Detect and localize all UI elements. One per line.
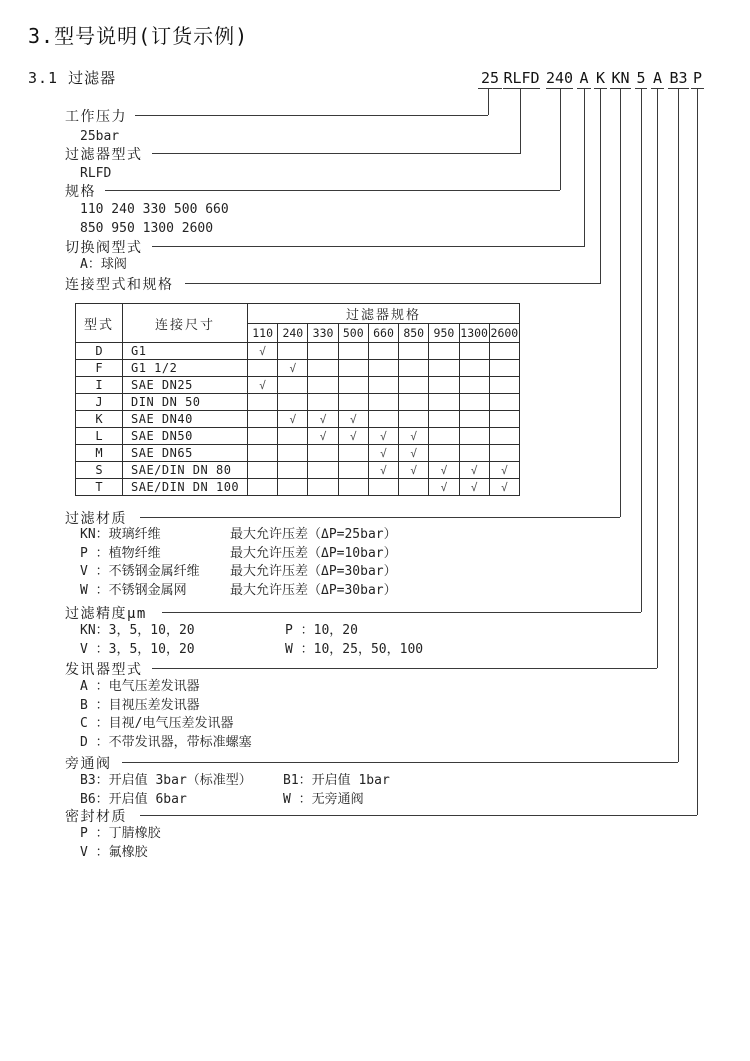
- leader-line: [678, 89, 679, 762]
- cell-check: [399, 360, 429, 377]
- cell-check: [399, 377, 429, 394]
- leader-line: [140, 517, 620, 518]
- cell-check: [368, 360, 398, 377]
- leader-line: [140, 815, 697, 816]
- leader-line: [697, 89, 698, 815]
- table-row: [76, 445, 520, 462]
- cell-check: [308, 360, 338, 377]
- leader-line: [620, 89, 621, 517]
- cell-check: √: [399, 462, 429, 479]
- cell-check: [399, 394, 429, 411]
- cell-check: [459, 377, 489, 394]
- leader-line: [105, 190, 560, 191]
- section-subtitle: 3.1 过滤器: [28, 69, 117, 87]
- leader-line: [152, 153, 521, 154]
- seal-material-list: [80, 825, 161, 862]
- col-header-size: 2600: [489, 324, 519, 343]
- cell-type: F: [76, 360, 123, 377]
- code-segment-bypass: B3: [669, 69, 688, 87]
- label-seal-material: 密封材质: [65, 806, 133, 826]
- cell-check: [459, 428, 489, 445]
- cell-check: [278, 479, 308, 496]
- cell-type: I: [76, 377, 123, 394]
- cell-type: M: [76, 445, 123, 462]
- label-bypass-valve: 旁通阀: [65, 753, 118, 773]
- cell-conn: SAE DN65: [123, 445, 248, 462]
- cell-check: [248, 411, 278, 428]
- cell-check: √: [368, 462, 398, 479]
- col-header-size: 950: [429, 324, 459, 343]
- col-header-size: 850: [399, 324, 429, 343]
- working-pressure-value: 25bar: [80, 129, 120, 144]
- code-segment-type: RLFD: [503, 69, 540, 87]
- leader-line: [185, 283, 601, 284]
- filter-media-item: W ：不锈钢金属网 最大允许压差（ΔP=30bar）: [80, 582, 397, 598]
- code-segment-valve: A: [577, 69, 591, 89]
- code-segment-indicator: A: [652, 69, 663, 87]
- cell-check: [308, 445, 338, 462]
- cell-conn: SAE/DIN DN 80: [123, 462, 248, 479]
- label-connection-spec: 连接型式和规格: [65, 274, 180, 294]
- cell-check: [248, 394, 278, 411]
- filter-rating-item: V ：3，5，10，20 W ：10，25，50，100: [80, 641, 424, 657]
- cell-check: √: [308, 428, 338, 445]
- col-header-size: 500: [338, 324, 368, 343]
- cell-check: √: [429, 479, 459, 496]
- cell-check: [308, 462, 338, 479]
- switch-valve-value: A：球阀: [80, 257, 127, 272]
- cell-check: [278, 462, 308, 479]
- cell-check: [429, 394, 459, 411]
- cell-type: J: [76, 394, 123, 411]
- cell-type: T: [76, 479, 123, 496]
- cell-check: [338, 479, 368, 496]
- filter-rating-list: [80, 622, 423, 659]
- cell-check: [368, 411, 398, 428]
- bypass-valve-item: B3：开启值 3bar（标准型） B1：开启值 1bar: [80, 773, 390, 788]
- cell-check: [248, 445, 278, 462]
- indicator-type-list: [80, 678, 252, 752]
- cell-check: √: [399, 445, 429, 462]
- indicator-type-item: C ：目视/电气压差发讯器: [80, 716, 234, 731]
- indicator-type-item: B ：目视压差发讯器: [80, 697, 200, 713]
- code-segment-size: 240: [546, 69, 574, 87]
- table-row: [76, 394, 520, 411]
- table-row: [76, 411, 520, 428]
- cell-check: [278, 343, 308, 360]
- cell-check: √: [338, 411, 368, 428]
- cell-check: √: [338, 428, 368, 445]
- cell-check: √: [308, 411, 338, 428]
- leader-line: [560, 89, 561, 190]
- cell-check: [429, 411, 459, 428]
- cell-check: [368, 377, 398, 394]
- filter-rating-item: KN：3，5，10，20 P ：10，20: [80, 623, 358, 638]
- cell-check: √: [459, 479, 489, 496]
- cell-check: [308, 479, 338, 496]
- cell-conn: SAE DN50: [123, 428, 248, 445]
- cell-check: [278, 428, 308, 445]
- cell-check: [248, 462, 278, 479]
- cell-check: [338, 343, 368, 360]
- cell-check: [278, 445, 308, 462]
- label-filter-rating: 过滤精度μm: [65, 603, 153, 623]
- cell-check: [489, 360, 519, 377]
- code-segment-micron: 5: [636, 69, 646, 87]
- cell-conn: SAE DN40: [123, 411, 248, 428]
- cell-check: [368, 479, 398, 496]
- table-row: [76, 479, 520, 496]
- cell-check: [429, 428, 459, 445]
- cell-conn: G1 1/2: [123, 360, 248, 377]
- label-indicator-type: 发讯器型式: [65, 659, 149, 679]
- bypass-valve-item: B6：开启值 6bar W ：无旁通阀: [80, 791, 364, 807]
- cell-check: [368, 394, 398, 411]
- cell-check: [489, 411, 519, 428]
- code-segment-seal: P: [692, 69, 703, 87]
- col-header-size: 110: [248, 324, 278, 343]
- leader-line: [122, 762, 678, 763]
- cell-check: [248, 428, 278, 445]
- cell-check: √: [278, 360, 308, 377]
- leader-line: [657, 89, 658, 668]
- conn-table-body: [76, 343, 520, 496]
- indicator-type-item: A ：电气压差发讯器: [80, 679, 200, 694]
- indicator-type-item: D ：不带发讯器，带标准螺塞: [80, 734, 252, 750]
- table-row: [76, 343, 520, 360]
- filter-media-item: V ：不锈钢金属纤维 最大允许压差（ΔP=30bar）: [80, 564, 397, 579]
- cell-check: [459, 343, 489, 360]
- cell-conn: SAE/DIN DN 100: [123, 479, 248, 496]
- cell-check: [489, 445, 519, 462]
- leader-line: [152, 246, 585, 247]
- cell-check: [459, 445, 489, 462]
- page-title: 3.型号说明(订货示例): [28, 24, 249, 48]
- cell-check: [338, 462, 368, 479]
- cell-check: [489, 343, 519, 360]
- size-values-row: 850 950 1300 2600: [80, 220, 214, 236]
- table-row: [76, 428, 520, 445]
- cell-check: [429, 377, 459, 394]
- code-segment-connection: K: [595, 69, 606, 87]
- label-working-pressure: 工作压力: [65, 106, 133, 126]
- cell-check: [338, 394, 368, 411]
- filter-type-value: RLFD: [80, 166, 112, 181]
- cell-check: √: [489, 462, 519, 479]
- label-switch-valve-type: 切换阀型式: [65, 237, 149, 257]
- cell-check: [308, 377, 338, 394]
- cell-check: [459, 411, 489, 428]
- cell-check: [308, 343, 338, 360]
- filter-media-item: KN：玻璃纤维 最大允许压差（ΔP=25bar）: [80, 527, 397, 542]
- code-segment-media: KN: [611, 69, 630, 87]
- col-header-conn: 连接尺寸: [123, 304, 248, 343]
- cell-check: [248, 360, 278, 377]
- cell-conn: G1: [123, 343, 248, 360]
- cell-check: [368, 343, 398, 360]
- cell-check: √: [489, 479, 519, 496]
- cell-check: [399, 411, 429, 428]
- cell-check: [399, 343, 429, 360]
- cell-conn: DIN DN 50: [123, 394, 248, 411]
- bypass-valve-list: [80, 772, 390, 809]
- size-values-row: 110 240 330 500 660: [80, 202, 229, 217]
- cell-conn: SAE DN25: [123, 377, 248, 394]
- cell-check: √: [368, 428, 398, 445]
- seal-material-item: V ：氟橡胶: [80, 844, 148, 860]
- size-values: [80, 201, 229, 238]
- cell-type: D: [76, 343, 123, 360]
- col-header-size: 1300: [459, 324, 489, 343]
- col-header-size: 660: [368, 324, 398, 343]
- col-header-size: 240: [278, 324, 308, 343]
- leader-line: [152, 668, 657, 669]
- cell-check: [489, 428, 519, 445]
- filter-media-item: P ：植物纤维 最大允许压差（ΔP=10bar）: [80, 545, 397, 561]
- cell-type: S: [76, 462, 123, 479]
- cell-check: [459, 394, 489, 411]
- cell-check: [338, 445, 368, 462]
- leader-line: [488, 89, 489, 115]
- leader-line: [641, 89, 642, 612]
- cell-check: [489, 394, 519, 411]
- cell-check: √: [429, 462, 459, 479]
- leader-line: [162, 612, 641, 613]
- leader-line: [584, 89, 585, 246]
- cell-check: [338, 360, 368, 377]
- label-filter-type: 过滤器型式: [65, 144, 149, 164]
- cell-check: √: [248, 377, 278, 394]
- table-row: [76, 360, 520, 377]
- cell-check: √: [399, 428, 429, 445]
- cell-check: [429, 360, 459, 377]
- col-header-type: 型式: [76, 304, 123, 343]
- cell-check: [429, 343, 459, 360]
- cell-check: [399, 479, 429, 496]
- connection-table: [75, 303, 520, 496]
- col-header-group: 过滤器规格: [248, 304, 520, 324]
- cell-check: √: [278, 411, 308, 428]
- code-segment-pressure: 25: [478, 69, 502, 89]
- leader-line: [600, 89, 601, 283]
- filter-media-list: [80, 526, 397, 600]
- cell-type: L: [76, 428, 123, 445]
- cell-check: [308, 394, 338, 411]
- cell-check: [429, 445, 459, 462]
- cell-check: [278, 377, 308, 394]
- cell-check: [459, 360, 489, 377]
- table-row: [76, 462, 520, 479]
- cell-type: K: [76, 411, 123, 428]
- seal-material-item: P ：丁腈橡胶: [80, 826, 161, 841]
- cell-check: [338, 377, 368, 394]
- cell-check: [278, 394, 308, 411]
- cell-check: √: [459, 462, 489, 479]
- cell-check: [248, 479, 278, 496]
- cell-check: [489, 377, 519, 394]
- leader-line: [520, 89, 521, 153]
- table-row: [76, 377, 520, 394]
- label-filter-media: 过滤材质: [65, 508, 133, 528]
- cell-check: √: [248, 343, 278, 360]
- col-header-size: 330: [308, 324, 338, 343]
- label-size: 规格: [65, 181, 102, 201]
- cell-check: √: [368, 445, 398, 462]
- leader-line: [135, 115, 488, 116]
